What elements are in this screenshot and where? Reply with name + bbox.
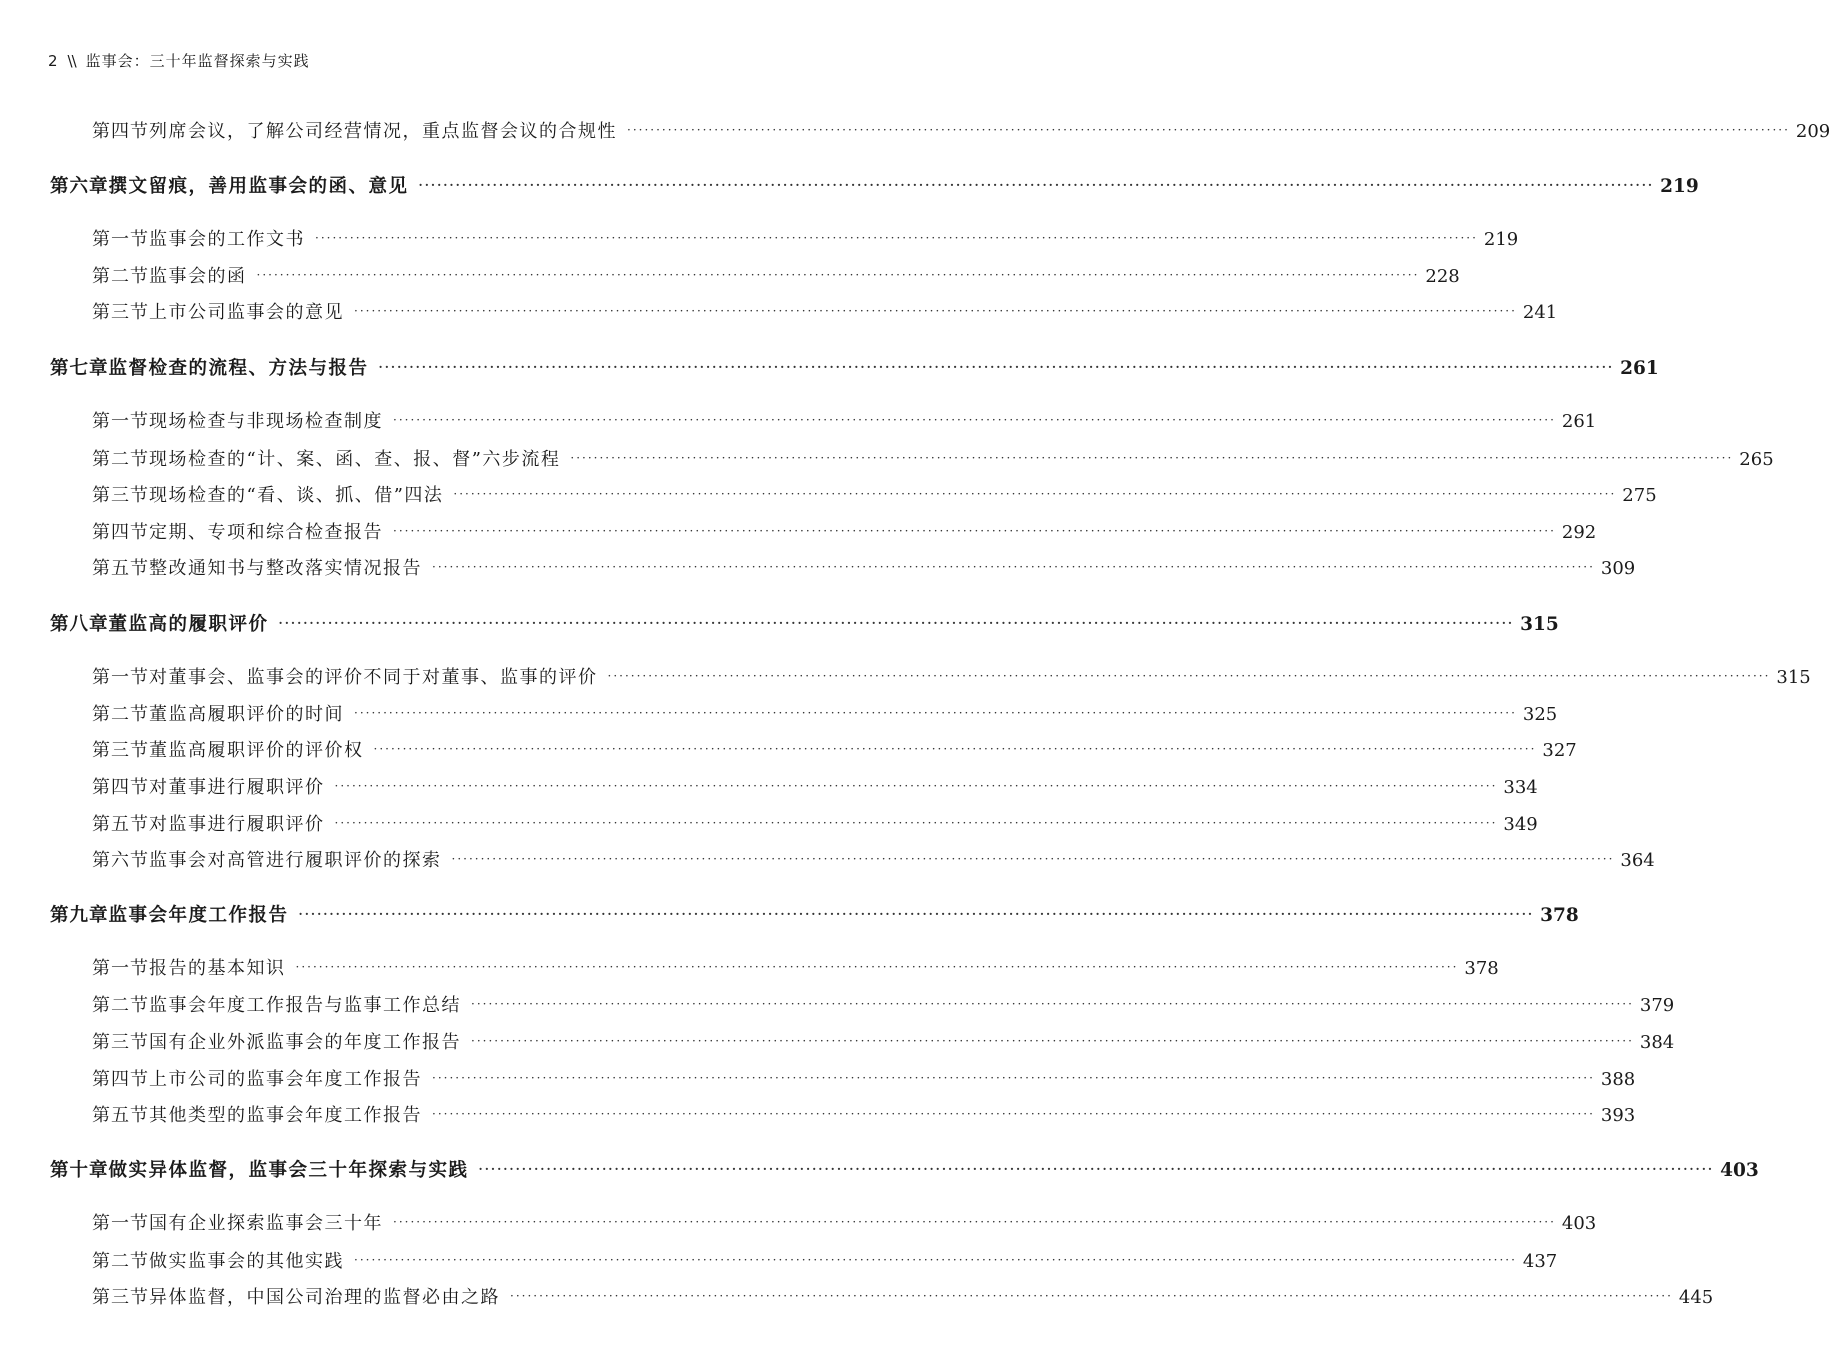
- toc-chapter-entry[interactable]: [0, 354, 1659, 384]
- section-label: 第四节: [92, 121, 149, 142]
- section-page-number: 275: [1622, 485, 1657, 506]
- section-page-number: 388: [1600, 1069, 1636, 1090]
- toc-section-entry[interactable]: [0, 1283, 1714, 1313]
- toc-section-entry[interactable]: [0, 1247, 1558, 1277]
- section-title: 现场检查的“看、谈、抓、借”四法: [149, 485, 444, 506]
- toc-section-entry[interactable]: [0, 663, 1811, 693]
- dot-leader: ········································································································································································································: [510, 1289, 1673, 1303]
- toc-section-entry[interactable]: [0, 117, 1830, 147]
- section-title: 上市公司的监事会年度工作报告: [149, 1069, 422, 1090]
- section-title: 监事会的工作文书: [149, 229, 305, 250]
- dot-leader: ········································································································································································································: [315, 231, 1478, 245]
- section-title: 对董事会、监事会的评价不同于对董事、监事的评价: [149, 667, 598, 688]
- dot-leader: ········································································································································································································: [451, 852, 1615, 866]
- section-label: 第三节: [92, 302, 149, 323]
- section-label: 第六节: [92, 850, 149, 871]
- section-title: 异体监督，中国公司治理的监督必由之路: [149, 1287, 500, 1308]
- dot-leader: ········································································································································································································: [453, 487, 1617, 501]
- section-label: 第一节: [92, 667, 149, 688]
- dot-leader: ········································································································································································································: [393, 524, 1556, 538]
- dot-leader: ········································································································································································································: [471, 997, 1634, 1011]
- section-page-number: 261: [1561, 411, 1597, 432]
- dot-leader: ········································································································································································································: [378, 360, 1615, 374]
- section-page-number: 309: [1600, 558, 1636, 579]
- chapter-label: 第七章: [50, 358, 109, 379]
- chapter-page-number: 378: [1540, 905, 1579, 926]
- dot-leader: ········································································································································································································: [334, 779, 1498, 793]
- chapter-title: 监事会年度工作报告: [108, 905, 289, 926]
- section-title: 做实监事会的其他实践: [149, 1251, 344, 1272]
- section-title: 报告的基本知识: [149, 958, 286, 979]
- section-page-number: 349: [1503, 814, 1538, 835]
- dot-leader: ········································································································································································································: [627, 123, 1790, 137]
- section-label: 第一节: [92, 1213, 149, 1234]
- chapter-title: 做实异体监督，监事会三十年探索与实践: [108, 1160, 469, 1181]
- toc-section-entry[interactable]: [0, 991, 1675, 1021]
- dot-leader: ········································································································································································································: [256, 268, 1420, 282]
- section-page-number: 325: [1522, 704, 1558, 725]
- section-page-number: 219: [1483, 229, 1519, 250]
- section-title: 对董事进行履职评价: [149, 777, 325, 798]
- toc-section-entry[interactable]: [0, 445, 1774, 475]
- section-label: 第五节: [92, 1105, 149, 1126]
- section-page-number: 379: [1639, 995, 1675, 1016]
- toc-section-entry[interactable]: [0, 954, 1499, 984]
- section-title: 现场检查与非现场检查制度: [149, 411, 383, 432]
- chapter-title: 撰文留痕，善用监事会的函、意见: [108, 176, 409, 197]
- toc-section-entry[interactable]: [0, 518, 1597, 548]
- dot-leader: ········································································································································································································: [295, 960, 1459, 974]
- section-title: 监事会对高管进行履职评价的探索: [149, 850, 442, 871]
- section-label: 第二节: [92, 995, 149, 1016]
- section-page-number: 393: [1600, 1105, 1636, 1126]
- chapter-page-number: 403: [1720, 1160, 1759, 1181]
- toc-section-entry[interactable]: [0, 773, 1538, 803]
- section-page-number: 378: [1464, 958, 1499, 979]
- section-page-number: 403: [1561, 1213, 1597, 1234]
- dot-leader: ········································································································································································································: [278, 616, 1515, 630]
- section-title: 监事会年度工作报告与监事工作总结: [149, 995, 461, 1016]
- section-title: 国有企业外派监事会的年度工作报告: [149, 1032, 461, 1053]
- chapter-page-number: 315: [1520, 614, 1559, 635]
- section-title: 对监事进行履职评价: [149, 814, 325, 835]
- section-page-number: 265: [1739, 449, 1774, 470]
- section-page-number: 327: [1542, 740, 1577, 761]
- header-page-number: 2: [48, 51, 58, 70]
- section-label: 第二节: [92, 266, 149, 287]
- section-label: 第四节: [92, 777, 149, 798]
- dot-leader: ········································································································································································································: [298, 907, 1535, 921]
- dot-leader: ········································································································································································································: [478, 1162, 1715, 1176]
- section-page-number: 209: [1795, 121, 1830, 142]
- section-title: 董监高履职评价的时间: [149, 704, 344, 725]
- toc-section-entry[interactable]: [0, 1101, 1636, 1131]
- running-header: [48, 50, 310, 71]
- section-label: 第二节: [92, 449, 149, 470]
- section-title: 定期、专项和综合检查报告: [149, 522, 383, 543]
- dot-leader: ········································································································································································································: [432, 560, 1595, 574]
- section-page-number: 437: [1522, 1251, 1558, 1272]
- section-label: 第五节: [92, 558, 149, 579]
- toc-section-entry[interactable]: [0, 481, 1657, 511]
- toc-section-entry[interactable]: [0, 225, 1519, 255]
- section-title: 上市公司监事会的意见: [149, 302, 344, 323]
- toc-section-entry[interactable]: [0, 736, 1577, 766]
- chapter-label: 第六章: [50, 176, 109, 197]
- chapter-title: 监督检查的流程、方法与报告: [108, 358, 369, 379]
- toc-section-entry[interactable]: [0, 700, 1558, 730]
- dot-leader: ········································································································································································································: [432, 1107, 1595, 1121]
- header-book-title: 监事会：三十年监督探索与实践: [85, 52, 310, 70]
- section-label: 第三节: [92, 485, 149, 506]
- section-label: 第三节: [92, 1287, 149, 1308]
- section-title: 整改通知书与整改落实情况报告: [149, 558, 422, 579]
- section-page-number: 241: [1522, 302, 1558, 323]
- section-title: 列席会议，了解公司经营情况，重点监督会议的合规性: [149, 121, 617, 142]
- section-label: 第四节: [92, 522, 149, 543]
- dot-leader: ········································································································································································································: [607, 669, 1771, 683]
- dot-leader: ········································································································································································································: [354, 304, 1517, 318]
- section-label: 第一节: [92, 958, 149, 979]
- toc-section-entry[interactable]: [0, 407, 1597, 437]
- toc-section-entry[interactable]: [0, 1209, 1597, 1239]
- chapter-label: 第十章: [50, 1160, 109, 1181]
- dot-leader: ········································································································································································································: [570, 451, 1734, 465]
- toc-chapter-entry[interactable]: [0, 1156, 1759, 1186]
- toc-chapter-entry[interactable]: [0, 610, 1559, 640]
- dot-leader: ········································································································································································································: [432, 1071, 1595, 1085]
- header-separator: \\: [67, 51, 76, 70]
- section-label: 第一节: [92, 229, 149, 250]
- section-title: 其他类型的监事会年度工作报告: [149, 1105, 422, 1126]
- dot-leader: ········································································································································································································: [393, 413, 1556, 427]
- section-page-number: 228: [1425, 266, 1460, 287]
- toc-section-entry[interactable]: [0, 554, 1636, 584]
- dot-leader: ········································································································································································································: [471, 1034, 1634, 1048]
- chapter-page-number: 219: [1660, 176, 1699, 197]
- dot-leader: ········································································································································································································: [354, 706, 1517, 720]
- section-title: 现场检查的“计、案、函、查、报、督”六步流程: [149, 449, 561, 470]
- section-label: 第四节: [92, 1069, 149, 1090]
- chapter-page-number: 261: [1620, 358, 1659, 379]
- section-page-number: 315: [1776, 667, 1811, 688]
- chapter-label: 第八章: [50, 614, 109, 635]
- section-label: 第三节: [92, 1032, 149, 1053]
- chapter-label: 第九章: [50, 905, 109, 926]
- section-title: 国有企业探索监事会三十年: [149, 1213, 383, 1234]
- section-title: 董监高履职评价的评价权: [149, 740, 364, 761]
- dot-leader: ········································································································································································································: [418, 178, 1655, 192]
- dot-leader: ········································································································································································································: [393, 1215, 1556, 1229]
- section-label: 第二节: [92, 704, 149, 725]
- section-label: 第三节: [92, 740, 149, 761]
- toc-section-entry[interactable]: [0, 810, 1538, 840]
- section-page-number: 445: [1678, 1287, 1714, 1308]
- toc-section-entry[interactable]: [0, 1028, 1675, 1058]
- section-page-number: 292: [1561, 522, 1597, 543]
- dot-leader: ········································································································································································································: [334, 816, 1498, 830]
- dot-leader: ········································································································································································································: [373, 742, 1537, 756]
- toc-section-entry[interactable]: [0, 262, 1460, 292]
- section-label: 第二节: [92, 1251, 149, 1272]
- section-title: 监事会的函: [149, 266, 247, 287]
- section-label: 第五节: [92, 814, 149, 835]
- chapter-title: 董监高的履职评价: [108, 614, 269, 635]
- section-page-number: 384: [1639, 1032, 1675, 1053]
- toc-chapter-entry[interactable]: [0, 901, 1579, 931]
- toc-chapter-entry[interactable]: [0, 172, 1699, 202]
- section-page-number: 364: [1620, 850, 1655, 871]
- dot-leader: ········································································································································································································: [354, 1253, 1517, 1267]
- section-label: 第一节: [92, 411, 149, 432]
- section-page-number: 334: [1503, 777, 1538, 798]
- toc-section-entry[interactable]: [0, 846, 1655, 876]
- toc-section-entry[interactable]: [0, 298, 1558, 328]
- toc-section-entry[interactable]: [0, 1065, 1636, 1095]
